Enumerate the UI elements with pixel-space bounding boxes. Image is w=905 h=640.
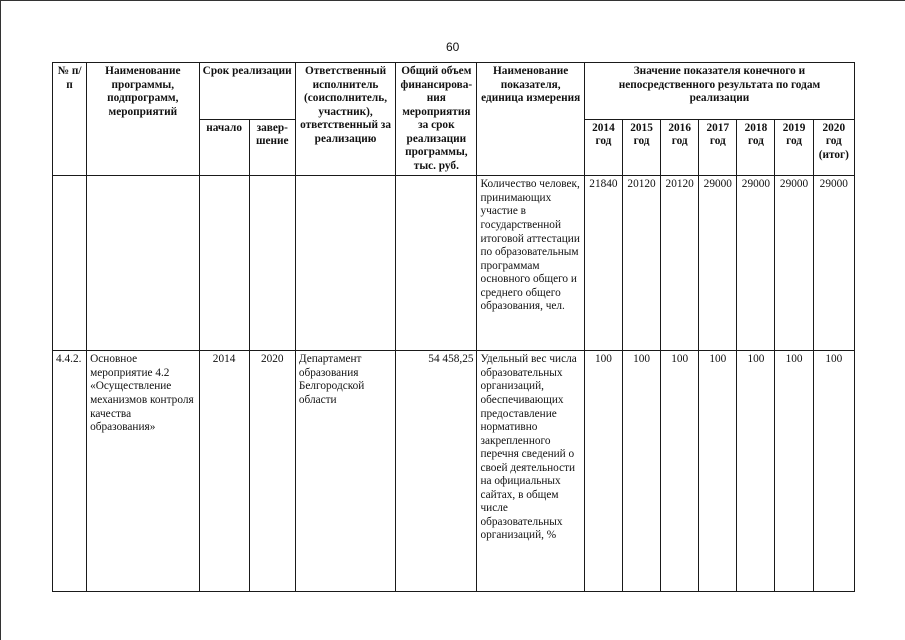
header-year-2020: 2020 год (итог) xyxy=(813,119,854,176)
cell-name: Основное мероприятие 4.2 «Осуществление механизмов контроля качества образования» xyxy=(87,351,199,592)
header-indicator: Наименование показателя, единица измерения xyxy=(477,63,584,176)
cell-value-2019: 29000 xyxy=(775,176,813,351)
header-financing: Общий объем финансирова-ния мероприятия за срок реализации программы, тыс. руб. xyxy=(396,63,477,176)
cell-value-2020: 29000 xyxy=(813,176,854,351)
page-number: 60 xyxy=(446,40,460,54)
header-executor: Ответственный исполнитель (соисполнитель, участник), ответственный за реализацию xyxy=(295,63,395,176)
cell-financing xyxy=(396,176,477,351)
cell-value-2015: 20120 xyxy=(622,176,660,351)
cell-value-2016: 20120 xyxy=(661,176,699,351)
cell-num xyxy=(53,176,87,351)
cell-start: 2014 xyxy=(199,351,249,592)
scan-edge-top xyxy=(0,0,905,1)
cell-name xyxy=(87,176,199,351)
cell-value-2015: 100 xyxy=(622,351,660,592)
header-year-2017: 2017 год xyxy=(699,119,737,176)
header-term: Срок реализации xyxy=(199,63,295,120)
header-row-1 xyxy=(53,63,855,120)
cell-num: 4.4.2. xyxy=(53,351,87,592)
cell-indicator: Удельный вес числа образовательных организаций, обеспечивающих предоставление нормативно закрепленного перечня сведений о своей деятельности на официальных сайтах, в общем числе образовательных организаций, % xyxy=(477,351,584,592)
cell-value-2018: 100 xyxy=(737,351,775,592)
table-row xyxy=(53,176,855,351)
header-term-start: начало xyxy=(199,119,249,176)
cell-value-2018: 29000 xyxy=(737,176,775,351)
cell-value-2017: 100 xyxy=(699,351,737,592)
table-row xyxy=(53,351,855,592)
header-year-2016: 2016 год xyxy=(661,119,699,176)
cell-value-2019: 100 xyxy=(775,351,813,592)
cell-indicator: Количество человек, принимающих участие в государственной итоговой аттестации по образовательным программам основного общего и среднего общего образования, чел. xyxy=(477,176,584,351)
cell-value-2020: 100 xyxy=(813,351,854,592)
cell-financing: 54 458,25 xyxy=(396,351,477,592)
header-year-2015: 2015 год xyxy=(622,119,660,176)
report-table xyxy=(52,62,855,592)
header-values: Значение показателя конечного и непосредственного результата по годам реализации xyxy=(584,63,854,120)
cell-value-2014: 100 xyxy=(584,351,622,592)
cell-start xyxy=(199,176,249,351)
cell-value-2014: 21840 xyxy=(584,176,622,351)
cell-executor xyxy=(295,176,395,351)
cell-end xyxy=(249,176,295,351)
cell-end: 2020 xyxy=(249,351,295,592)
cell-executor: Департамент образования Белгородской области xyxy=(295,351,395,592)
header-num: № п/п xyxy=(53,63,87,176)
header-year-2014: 2014 год xyxy=(584,119,622,176)
scan-edge-left xyxy=(0,0,1,640)
header-year-2019: 2019 год xyxy=(775,119,813,176)
cell-value-2016: 100 xyxy=(661,351,699,592)
header-name: Наименование программы, подпрограмм, мероприятий xyxy=(87,63,199,176)
header-year-2018: 2018 год xyxy=(737,119,775,176)
cell-value-2017: 29000 xyxy=(699,176,737,351)
header-term-end: завер-шение xyxy=(249,119,295,176)
